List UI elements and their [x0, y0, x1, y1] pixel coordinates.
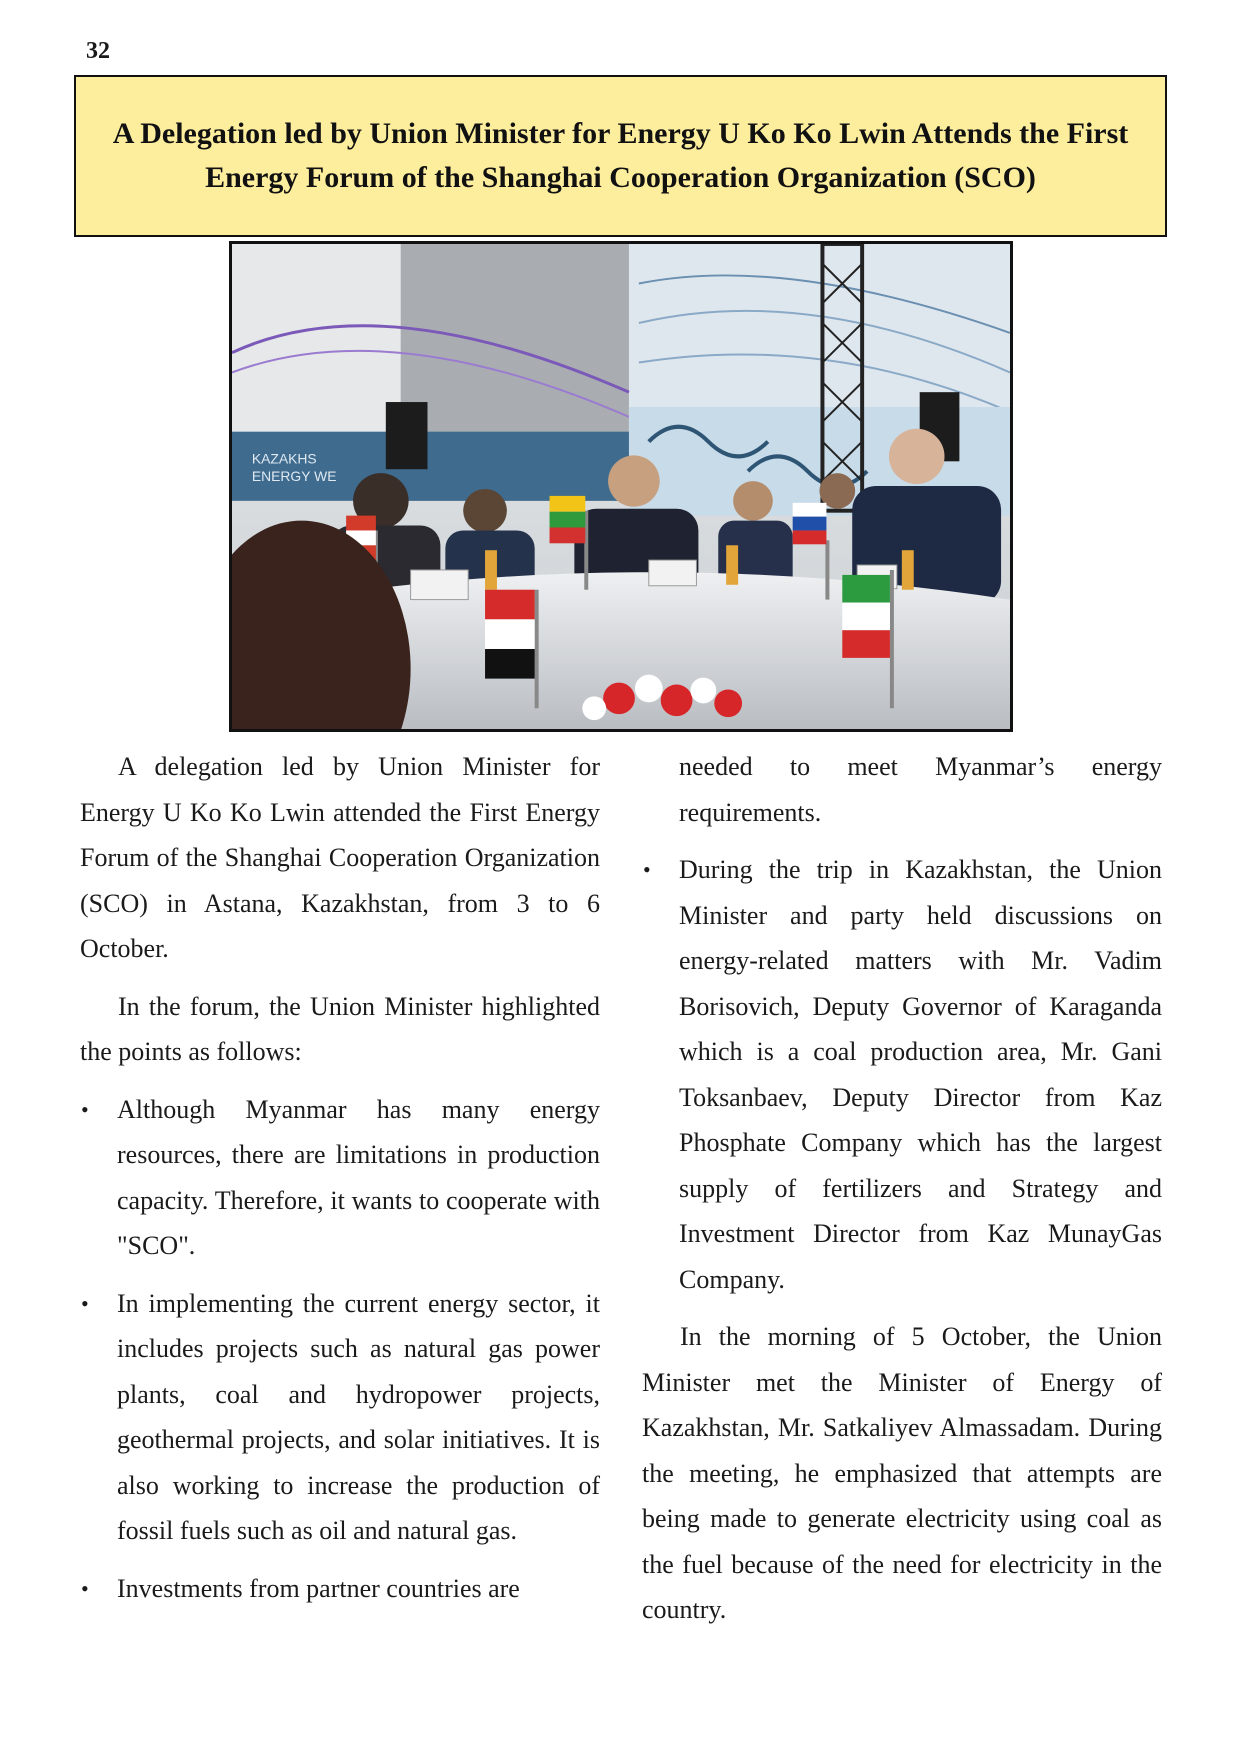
highlights-intro-paragraph: In the forum, the Union Minister highlighted the points as follows:: [80, 991, 600, 1066]
bullet-dot: •: [643, 857, 651, 882]
bullet-item-3: [80, 1566, 600, 1612]
bullet-item-1: [80, 1087, 600, 1269]
bullet-item-4: [642, 847, 1162, 1302]
bullet-text-2: In implementing the current energy sector, it includes projects such as natural gas power plants, coal and hydropower projects, geothermal projects, and solar initiatives. It is also working to increase the production of fossil fuels such as oil and natural gas.: [117, 1288, 600, 1545]
closing-paragraph: In the morning of 5 October, the Union Minister met the Minister of Energy of Kazakhstan, Mr. Satkaliyev Almassadam. During the meeting, he emphasized that attempts are being made to generate electricity using coal as the fuel because of the need for electricity in the country.: [642, 1322, 1162, 1624]
bullet-dot: •: [81, 1290, 89, 1316]
intro-paragraph: A delegation led by Union Minister for Energy U Ko Ko Lwin attended the First Energy Forum of the Shanghai Cooperation Organization (SCO) in Astana, Kazakhstan, from 3 to 6 October.: [80, 752, 600, 963]
bullet-dot: •: [81, 1575, 89, 1601]
bullet-text-4: During the trip in Kazakhstan, the Union Minister and party held discussions on energy-related matters with Mr. Vadim Borisovich, Deputy Governor of Karaganda which is a coal production area, Mr. Gani Toksanbaev, Deputy Director from Kaz Phosphate Company which has the largest supply of fertilizers and Strategy and Investment Director from Kaz MunayGas Company.: [679, 855, 1162, 1294]
bullet-3-continuation: needed to meet Myanmar’s energy requirements.: [679, 752, 1162, 827]
article-title-line-1: A Delegation led by Union Minister for Energy U Ko Ko Lwin Attends the First: [112, 117, 1129, 150]
bullet-text-3: Investments from partner countries are: [117, 1573, 520, 1603]
left-column: [80, 744, 600, 1623]
article-title-line-2: Energy Forum of the Shanghai Cooperation Organization (SCO): [205, 161, 1036, 194]
bullet-item-2: [80, 1281, 600, 1554]
article-title-box: [74, 75, 1167, 237]
banner-text-2: ENERGY WE: [251, 468, 337, 485]
right-column: [642, 744, 1162, 1645]
page-number: 32: [86, 38, 110, 64]
bullet-text-1: Although Myanmar has many energy resources, there are limitations in production capacity. Therefore, it wants to cooperate with "SCO".: [117, 1094, 600, 1260]
banner-text-1: KAZAKHS: [251, 450, 317, 467]
forum-photo: [229, 241, 1013, 732]
bullet-dot: •: [81, 1096, 89, 1122]
forum-photo-illustration: [232, 244, 1010, 729]
